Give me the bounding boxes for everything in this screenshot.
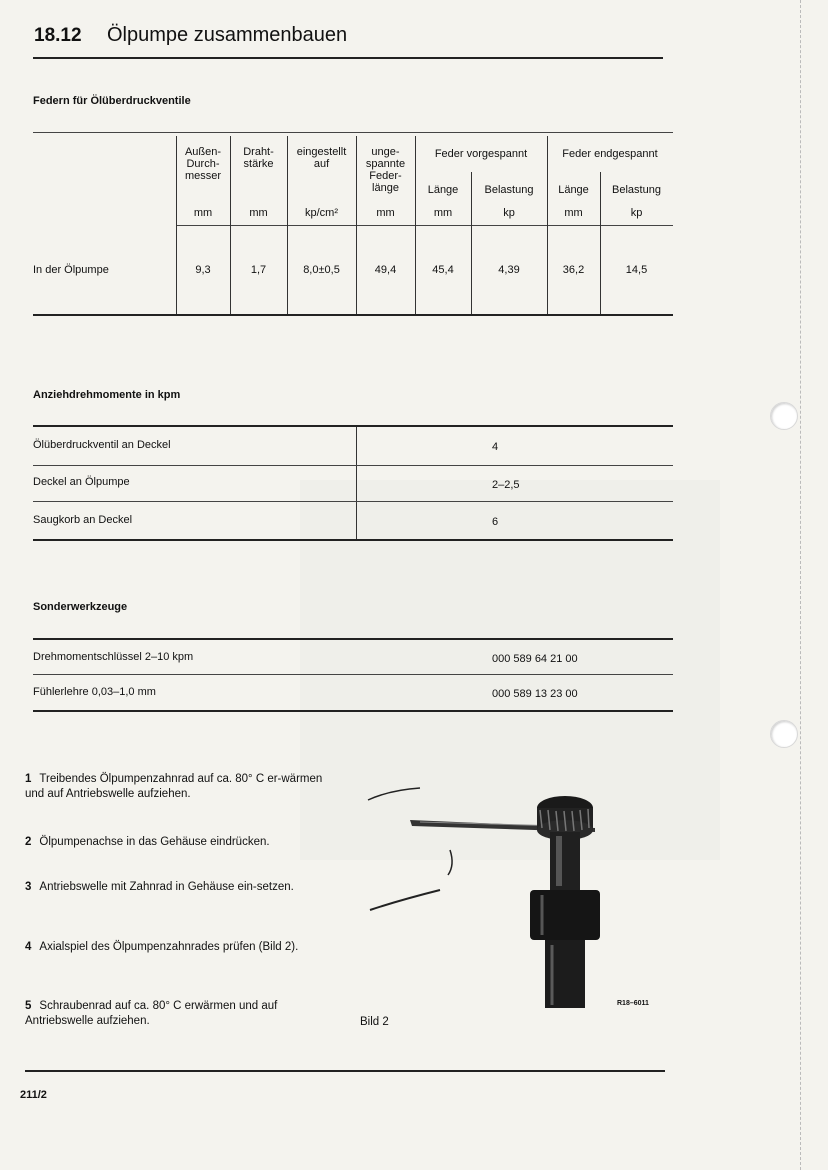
col-header-drahtstaerke: Draht- stärke [243,146,274,170]
torque-row-rule [33,501,673,502]
unit-label: mm [249,207,268,219]
col-divider [415,136,416,314]
table-cell: 4,39 [498,264,520,276]
table-cell: 8,0±0,5 [303,264,340,276]
col-divider [547,136,548,314]
col-header-laenge-end: Länge [558,184,589,196]
tools-row-rule [33,674,673,675]
table-cell: 9,3 [195,264,211,276]
torque-row-label: Deckel an Ölpumpe [33,476,130,488]
torque-heading: Anziehdrehmomente in kpm [33,389,181,401]
list-item: 5 Schraubenrad auf ca. 80° C erwärmen und auf Antriebswelle aufziehen. [25,1000,278,1027]
torque-row-label: Saugkorb an Deckel [33,514,133,526]
table-cell: 49,4 [374,264,397,276]
table-cell: 36,2 [562,264,585,276]
torque-row-value: 4 [492,441,499,453]
group-header-endgespannt: Feder endgespannt [562,148,658,160]
list-item: 3 Antriebswelle mit Zahnrad in Gehäuse ein-setzen. [25,881,294,893]
tools-row-label: Fühlerlehre 0,03–1,0 mm [33,686,156,698]
springs-table-top [33,132,673,133]
col-header-federlaenge: unge- spannte Feder- länge [365,146,406,194]
group-header-vorgespannt: Feder vorgespannt [434,148,528,160]
figure-gear-shaft-illustration [360,770,620,1020]
unit-label: kp [630,207,643,219]
unit-label: mm [564,207,583,219]
page-title: Ölpumpe zusammenbauen [107,24,348,46]
torque-table-bottom [33,539,673,541]
punch-hole-top [770,402,798,430]
torque-row-rule [33,465,673,466]
torque-table-top [33,425,673,427]
table-cell: 45,4 [432,264,454,276]
unit-label: mm [193,207,213,219]
title-rule [33,57,663,59]
unit-label: kp/cm² [305,207,338,219]
col-header-aussendurchmesser: Außen- Durch- messer [184,146,222,182]
page-number: 211/2 [20,1089,47,1101]
torque-row-label: Ölüberdruckventil an Deckel [33,439,171,451]
table-cell: 1,7 [250,264,267,276]
tools-row-value: 000 589 64 21 00 [492,653,578,665]
col-header-eingestellt: eingestellt auf [296,146,347,170]
col-header-belastung-end: Belastung [612,184,661,196]
unit-label: mm [376,207,395,219]
tools-table-top [33,638,673,640]
springs-table-sub [176,225,673,226]
tools-table-bottom [33,710,673,712]
springs-table-bottom [33,314,673,316]
col-header-laenge-vor: Länge [427,184,459,196]
figure-code: R18–6011 [617,1000,649,1007]
tools-row-value: 000 589 13 23 00 [492,688,578,700]
springs-row-label: In der Ölpumpe [33,264,109,276]
tools-row-label: Drehmomentschlüssel 2–10 kpm [33,651,194,663]
torque-row-value: 2–2,5 [492,479,520,491]
springs-heading: Federn für Ölüberdruckventile [33,95,191,107]
list-item: 4 Axialspiel des Ölpumpenzahnrades prüfen (Bild 2). [25,941,299,953]
list-item: 1 Treibendes Ölpumpenzahnrad auf ca. 80° C er-wärmen und auf Antriebswelle aufziehen. [25,773,323,800]
tools-heading: Sonderwerkzeuge [33,601,128,613]
unit-label: kp [503,207,515,219]
footer-rule [25,1070,665,1072]
torque-row-value: 6 [492,516,499,528]
section-number: 18.12 [34,25,82,46]
col-header-belastung-vor: Belastung [484,184,534,196]
figure-caption: Bild 2 [360,1016,389,1028]
punch-hole-bottom [770,720,798,748]
list-item: 2 Ölpumpenachse in das Gehäuse eindrücken. [25,836,270,848]
page-edge-line [800,0,801,1170]
torque-divider [356,427,357,539]
table-cell: 14,5 [625,264,648,276]
unit-label: mm [433,207,453,219]
